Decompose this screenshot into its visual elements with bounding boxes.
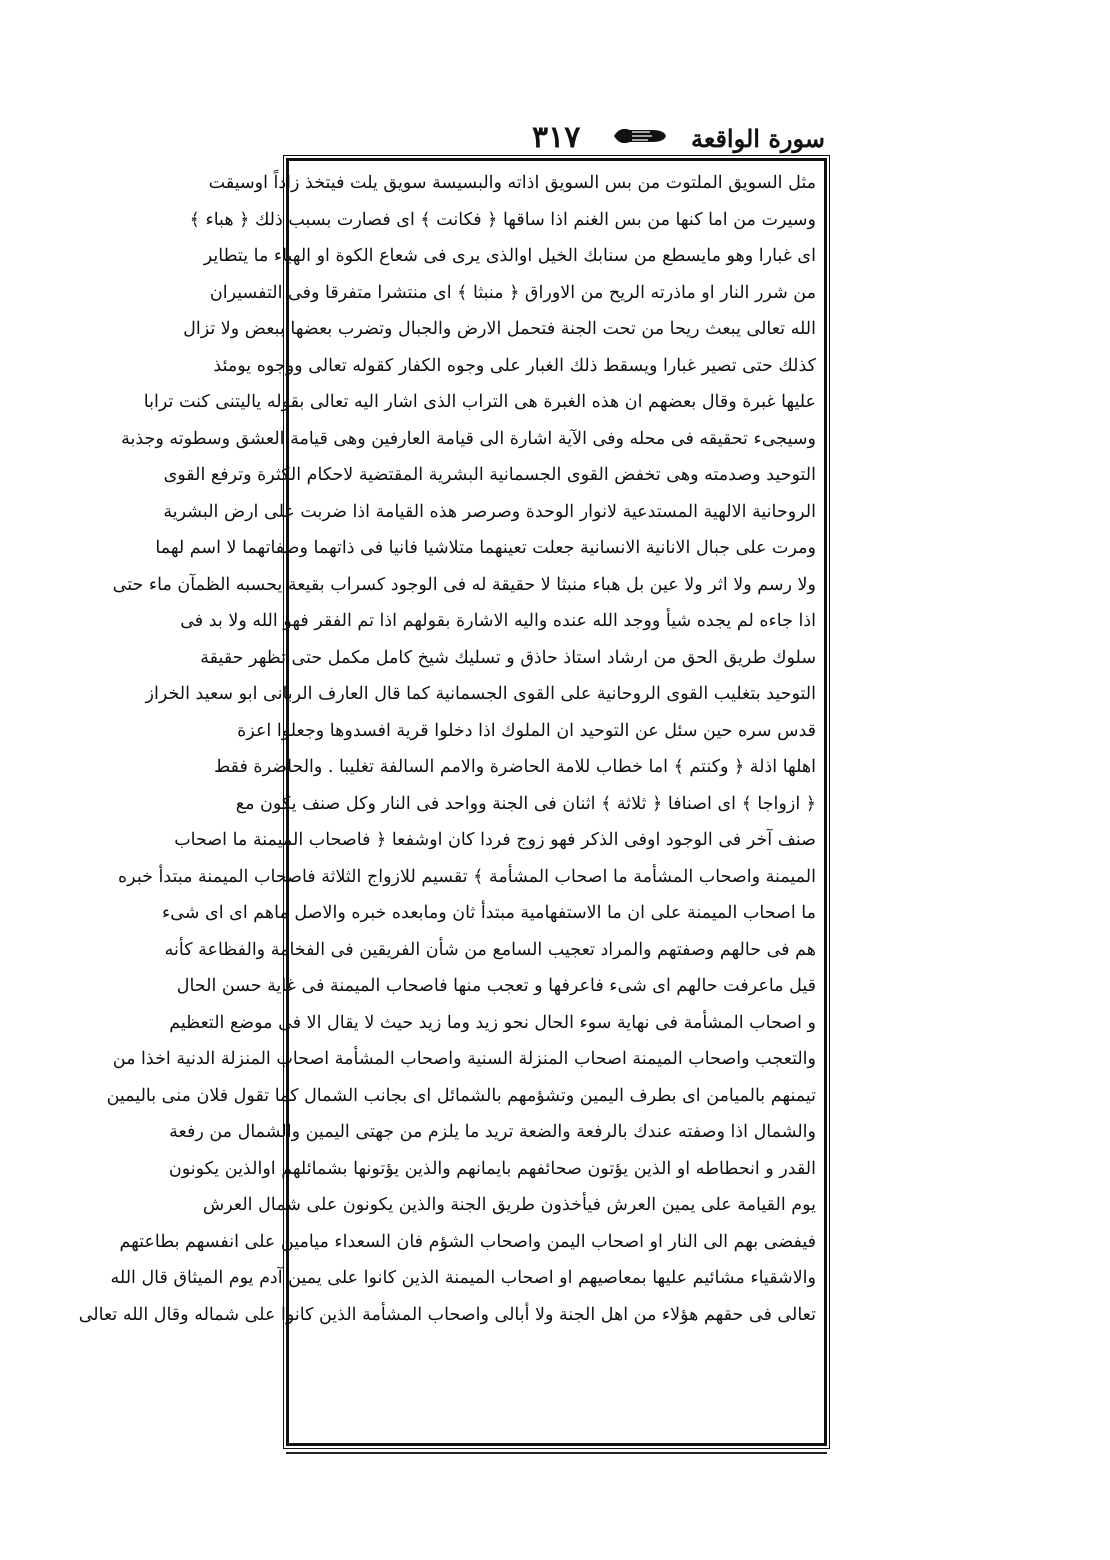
text-line: والاشقياء مشائيم عليها بمعاصيهم او اصحاب الميمنة الذين كانوا على يمين آدم يوم الميثاق قال الله <box>110 1268 816 1288</box>
text-line: كذلك حتى تصير غبارا ويسقط ذلك الغبار على وجوه الكفار كقوله تعالى ووجوه يومئذ <box>213 355 816 376</box>
text-line: اى غبارا وهو مايسطع من سنابك الخيل اوالذى يرى فى شعاع الكوة او الهباء ما يتطاير <box>203 246 816 266</box>
text-line: سلوك طريق الحق من ارشاد استاذ حاذق و تسليك شيخ كامل مكمل حتى تظهر حقيقة <box>200 647 816 668</box>
text-line: التوحيد وصدمته وهى تخفض القوى الجسمانية البشرية المقتضية لاحكام الكثرة وترفع القوى <box>163 465 816 485</box>
text-line: ﴿ ازواجا ﴾ اى اصنافا ﴿ ثلاثة ﴾ اثنان فى الجنة وواحد فى النار وكل صنف يكون مع <box>235 793 816 814</box>
text-line: الروحانية الالهية المستدعية لانوار الوحدة وصرصر هذه القيامة اذا ضربت على ارض البشرية <box>163 501 816 522</box>
text-line: والشمال اذا وصفته عندك بالرفعة والضعة تريد ما يلزم من جهتى اليمين والشمال من رفعة <box>169 1122 816 1142</box>
text-line: ومرت على جبال الانانية الانسانية جعلت تعينهما متلاشيا فانيا فى ذاتهما وصفاتهما لا اسم لهما <box>155 538 816 558</box>
text-line: والتعجب واصحاب الميمنة اصحاب المنزلة السنية واصحاب المشأمة اصحاب المنزلة الدنية اخذا من <box>112 1049 816 1069</box>
text-line: ما اصحاب الميمنة على ان ما الاستفهامية مبتدأ ثان ومابعده خبره والاصل ماهم اى اى شىء <box>161 903 816 923</box>
running-head-surah-title: سورة الواقعة <box>691 124 825 153</box>
text-line: قدس سره حين سئل عن التوحيد ان الملوك اذا دخلوا قرية افسدوها وجعلوا اعزة <box>237 720 816 741</box>
text-line: هم فى حالهم وصفتهم والمراد تعجيب السامع من شأن الفريقين فى الفخامة والفظاعة كأنه <box>164 939 816 960</box>
text-frame <box>78 158 827 1446</box>
text-line: الميمنة واصحاب المشأمة ما اصحاب المشأمة ﴾ تقسيم للازواج الثلاثة فاصحاب الميمنة مبتدأ خبره <box>118 866 816 887</box>
text-line: فيفضى بهم الى النار او اصحاب اليمن واصحاب الشؤم فان السعداء ميامين على انفسهم بطاعتهم <box>119 1231 816 1252</box>
text-line: قيل ماعرفت حالهم اى شىء فاعرفها و تعجب منها فاصحاب الميمنة فى غاية حسن الحال <box>176 976 816 996</box>
text-line: تيمنهم بالميامن اى بطرف اليمين وتشؤمهم بالشمائل اى بجانب الشمال كما تقول فلان منى باليمين <box>106 1085 816 1106</box>
text-line: من شرر النار او ماذرته الريح من الاوراق ﴿ منبثا ﴾ اى منتشرا متفرقا وفى التفسيران <box>209 282 816 303</box>
text-line: و اصحاب المشأمة فى نهاية سوء الحال نحو زيد وما زيد حيث لا يقال الا فى موضع التعظيم <box>169 1012 816 1033</box>
text-line: القدر و انحطاطه او الذين يؤتون صحائفهم بايمانهم والذين يؤتونها بشمائلهم اوالذين يكونون <box>168 1158 816 1179</box>
text-line: يوم القيامة على يمين العرش فيأخذون طريق الجنة والذين يكونون على شمال العرش <box>202 1195 816 1215</box>
text-line: الله تعالى يبعث ريحا من تحت الجنة فتحمل الارض والجبال وتضرب بعضها ببعض ولا تزال <box>183 319 816 339</box>
text-line: صنف آخر فى الوجود اوفى الذكر فهو زوج فردا كان اوشفعا ﴿ فاصحاب الميمنة ما اصحاب <box>174 830 816 850</box>
text-line: اهلها اذلة ﴿ وكنتم ﴾ اما خطاب للامة الحاضرة والامم السالفة تغليبا . والحاضرة فقط <box>214 757 816 777</box>
bottom-rule <box>286 1452 827 1454</box>
text-line: وسيجىء تحقيقه فى محله وفى الآية اشارة الى قيامة العارفين وهى قيامة العشق وسطوته وجذبة <box>121 428 816 449</box>
body-text <box>78 165 816 1439</box>
text-line: اذا جاءه لم يجده شيأ ووجد الله عنده واليه الاشارة بقولهم اذا تم الفقر فهو الله ولا بد فى <box>180 611 816 631</box>
text-line: عليها غبرة وقال بعضهم ان هذه الغبرة هى التراب الذى اشار اليه تعالى بقوله ياليتنى كنت ترابا <box>143 392 816 412</box>
page-number: ٣١٧ <box>532 120 581 155</box>
hand-pointer-ornament-icon <box>612 122 668 150</box>
text-line: مثل السويق الملتوت من بس السويق اذاته والبسيسة سويق يلت فيتخذ زاداً اوسيقت <box>208 173 816 193</box>
text-line: التوحيد بتغليب القوى الروحانية على القوى الجسمانية كما قال العارف الربانى ابو سعيد الخراز <box>145 684 816 704</box>
text-line: ولا رسم ولا اثر ولا عين بل هباء منبثا لا حقيقة له فى الوجود كسراب بقيعة يحسبه الظمآن ماء حتى <box>112 574 816 595</box>
text-line: وسيرت من اما كنها من بس الغنم اذا ساقها ﴿ فكانت ﴾ اى فصارت بسبب ذلك ﴿ هباء ﴾ <box>189 209 816 230</box>
page-header <box>300 118 825 162</box>
text-line: تعالى فى حقهم هؤلاء من اهل الجنة ولا أبالى واصحاب المشأمة الذين كانوا على شماله وقال الله تعالى <box>78 1304 816 1325</box>
